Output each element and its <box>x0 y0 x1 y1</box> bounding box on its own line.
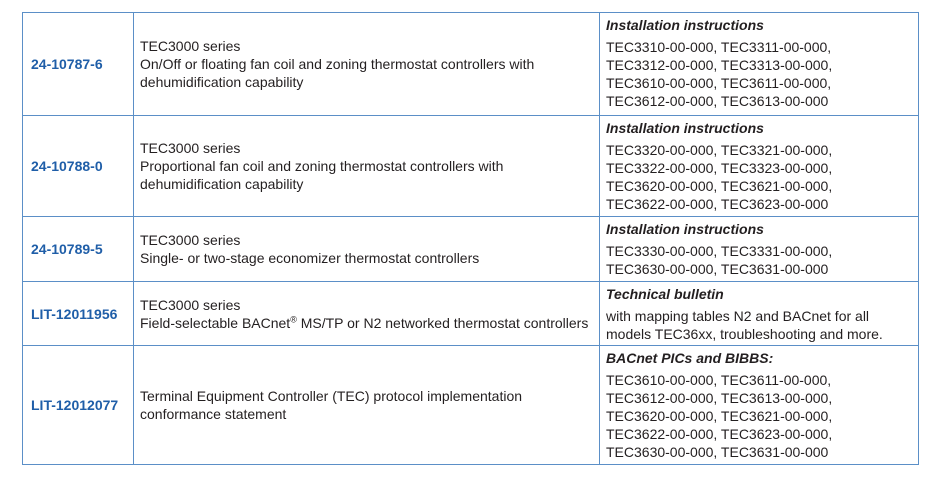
document-code[interactable]: 24-10787-6 <box>23 13 134 116</box>
info-line: TEC3322-00-000, TEC3323-00-000, <box>606 160 833 176</box>
document-description <box>134 346 600 465</box>
description-line: TEC3000 series <box>140 232 241 248</box>
info-line: with mapping tables N2 and BACnet for all <box>606 308 870 324</box>
info-line: TEC3320-00-000, TEC3321-00-000, <box>606 142 833 158</box>
table-row <box>23 282 919 346</box>
document-code[interactable]: 24-10789-5 <box>23 217 134 282</box>
info-line: TEC3620-00-000, TEC3621-00-000, <box>606 408 833 424</box>
description-line: Single- or two-stage economizer thermostat controllers <box>140 250 480 266</box>
document-info <box>600 116 919 217</box>
description-line: TEC3000 series <box>140 38 241 54</box>
info-line: TEC3330-00-000, TEC3331-00-000, <box>606 243 833 259</box>
registered-mark: ® <box>290 313 297 324</box>
info-line: TEC3312-00-000, TEC3313-00-000, <box>606 57 833 73</box>
description-line: TEC3000 series <box>140 296 241 313</box>
info-heading: Installation instructions <box>606 221 764 237</box>
description-line <box>140 314 593 332</box>
document-code[interactable]: LIT-12012077 <box>23 346 134 465</box>
document-info <box>600 346 919 465</box>
info-line: models TEC36xx, troubleshooting and more. <box>606 326 883 342</box>
info-line: TEC3630-00-000, TEC3631-00-000 <box>606 444 829 460</box>
table-row <box>23 217 919 282</box>
document-description <box>134 282 600 346</box>
info-line: TEC3630-00-000, TEC3631-00-000 <box>606 261 829 277</box>
description-line: Terminal Equipment Controller (TEC) protocol implementation conformance statement <box>140 388 523 422</box>
table-row <box>23 13 919 116</box>
document-description <box>134 217 600 282</box>
info-line: TEC3622-00-000, TEC3623-00-000, <box>606 426 833 442</box>
document-description <box>134 13 600 116</box>
info-line: TEC3610-00-000, TEC3611-00-000, <box>606 75 832 91</box>
document-info <box>600 217 919 282</box>
info-heading: Installation instructions <box>606 17 764 33</box>
document-description <box>134 116 600 217</box>
description-line: TEC3000 series <box>140 140 241 156</box>
table-row <box>23 116 919 217</box>
info-line: TEC3310-00-000, TEC3311-00-000, <box>606 39 832 55</box>
document-table <box>22 12 919 465</box>
document-info <box>600 13 919 116</box>
info-heading: Technical bulletin <box>606 286 724 302</box>
table-row <box>23 346 919 465</box>
bacnet-text: Field-selectable BACnet <box>140 314 291 331</box>
document-code[interactable]: LIT-12011956 <box>23 282 134 346</box>
description-line: On/Off or floating fan coil and zoning thermostat controllers with dehumidification capability <box>140 56 535 90</box>
document-code[interactable]: 24-10788-0 <box>23 116 134 217</box>
info-line: TEC3622-00-000, TEC3623-00-000 <box>606 196 829 212</box>
info-heading: BACnet PICs and BIBBS: <box>606 350 774 366</box>
info-line: TEC3612-00-000, TEC3613-00-000 <box>606 93 829 109</box>
bacnet-text-rest: MS/TP or N2 networked thermostat controllers <box>296 314 589 331</box>
info-heading: Installation instructions <box>606 120 764 136</box>
description-line: Proportional fan coil and zoning thermostat controllers with dehumidification capability <box>140 158 504 192</box>
info-line: TEC3620-00-000, TEC3621-00-000, <box>606 178 833 194</box>
info-line: TEC3612-00-000, TEC3613-00-000, <box>606 390 833 406</box>
document-info <box>600 282 919 346</box>
info-line: TEC3610-00-000, TEC3611-00-000, <box>606 372 832 388</box>
